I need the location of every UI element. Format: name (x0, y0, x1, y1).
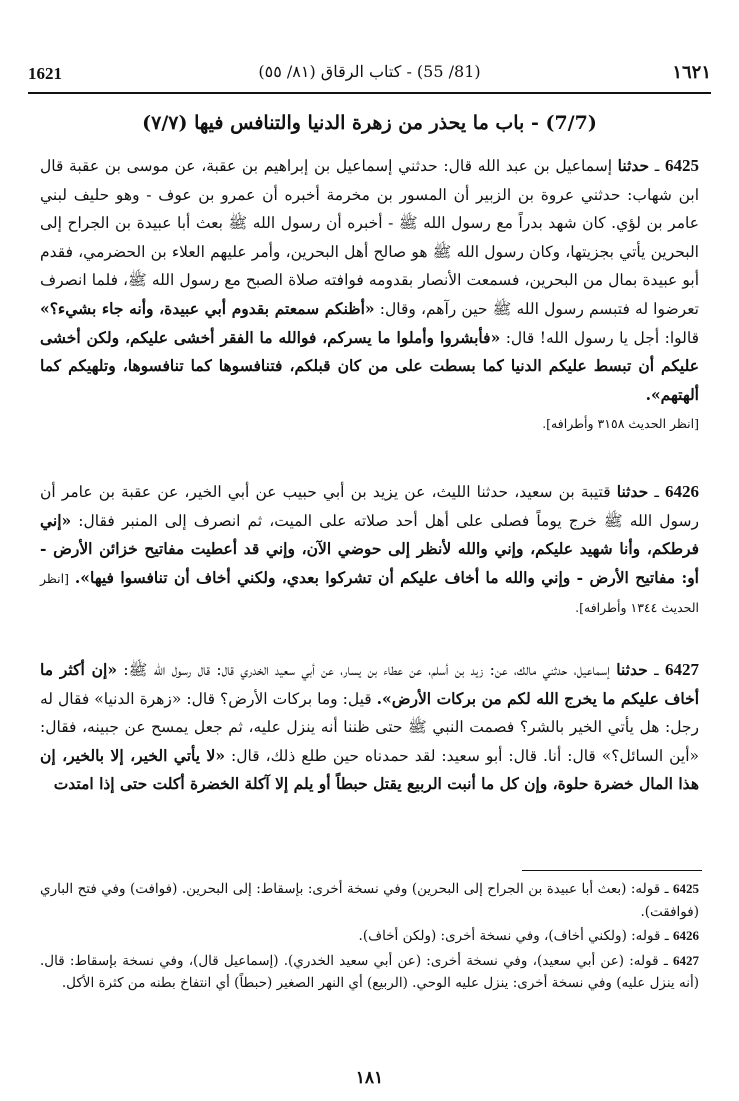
footnote-6426 (40, 925, 699, 948)
running-title: (81/ 55) - كتاب الرقاق (٨١/ ٥٥) (258, 62, 481, 81)
prophet-speech: «إن أكثر ما أخاف عليكم ما يخرج الله لكم من بركات الأرض». (40, 660, 699, 708)
footnote-6425 (40, 878, 699, 923)
hadith-reference: [انظر الحديث ١٣٤٤ وأطرافه]. (40, 570, 699, 616)
hadith-opening: حدثنا (616, 482, 649, 501)
footnote-divider (522, 870, 702, 871)
running-header (28, 56, 711, 90)
hadith-6427 (40, 656, 699, 799)
footnotes (40, 878, 699, 997)
hadith-opening: حدثنا (616, 660, 648, 679)
hadith-dash: ـ (649, 157, 665, 175)
page-number-footer: ١٨١ (355, 1068, 384, 1088)
chapter-heading: (7/7) - باب ما يحذر من زهرة الدنيا والتنافس فيها (٧/٧) (142, 112, 597, 134)
prophet-speech: «أظنكم سمعتم بقدوم أبي عبيدة، وأنه جاء بشيء؟» (40, 298, 375, 318)
hadith-opening: حدثنا (617, 156, 650, 175)
prophet-speech-2: «فأبشروا وأملوا ما يسركم، فوالله ما الفقر أخشى عليكم، ولكن أخشى عليكم أن تبسط عليكم الدنيا كما بسطت على من كان قبلكم، فتنافسوها كما تنافسوها، وتلهيكم كما ألهتهم». (40, 327, 699, 404)
hadith-narration: إسماعيل بن عبد الله قال: حدثني إسماعيل بن إبراهيم بن عقبة، عن موسى بن عقبة قال ابن شهاب: حدثني عروة بن الزبير أن المسور بن مخرمة أخبره أن عمرو بن عوف - وهو حليف لبني عامر بن لؤي. كان شهد بدراً مع رسول الله ﷺ - أخبره أن رسول الله ﷺ بعث أبا عبيدة بن الجراح إلى البحرين يأتي بجزيتها، وكان رسول الله ﷺ هو صالح أهل البحرين، وأمر عليهم العلاء بن الحضرمي، فقدم أبو عبيدة بمال من البحرين، فسمعت الأنصار بقدومه فوافته صلاة الصبح مع رسول الله ﷺ، فلما انصرف تعرضوا له فتبسم رسول الله ﷺ حين رآهم، وقال: (40, 157, 699, 318)
hadith-number: 6427 (665, 660, 700, 679)
footnote-number: 6427 (673, 952, 699, 968)
hadith-6425 (40, 152, 699, 439)
hadith-narration-middle: قالوا: أجل يا رسول الله! قال: (500, 328, 699, 347)
hadith-number: 6426 (665, 482, 699, 501)
footnote-number: 6426 (673, 928, 699, 943)
footnote-text: ـ قوله: (ولكني أخاف)، وفي نسخة أخرى: (ولكن أخاف). (358, 928, 673, 944)
hadith-narration: إسماعيل، حدثني مالك، عن: زيد بن أسلم، عن عطاء بن يسار، عن أبي سعيد الخدري قال: قال رسول الله ﷺ: (117, 661, 617, 679)
page-number-arabic: ١٦٢١ (672, 62, 711, 83)
hadith-number: 6425 (665, 156, 699, 175)
footnote-6427 (40, 950, 699, 995)
hadith-dash: ـ (648, 483, 665, 501)
hadith-narration-middle: قيل: وما بركات الأرض؟ قال: «زهرة الدنيا» فقال له رجل: هل يأتي الخير بالشر؟ فصمت النبي ﷺ حتى ظننا أنه ينزل عليه، ثم جعل يمسح عن جبينه، فقال: «أين السائل؟» قال: أنا. قال: أبو سعيد: لقد حمدناه حين طلع ذلك، قال: (40, 689, 699, 765)
footnote-number: 6425 (673, 881, 699, 896)
header-divider (28, 92, 711, 94)
footnote-text: ـ قوله: (عن أبي سعيد)، وفي نسخة أخرى: (عن أبي سعيد الخدري). (إسماعيل قال)، وفي نسخة بإسقاط: قال. (أنه ينزل عليه) وفي نسخة أخرى: ينزل عليه الوحي. (الربيع) أي النهر الصغير (حبطاً) أي انتفاخ بطنه من كثرة الأكل. (40, 952, 699, 991)
prophet-speech: «إني فرطكم، وأنا شهيد عليكم، وإني والله لأنظر إلى حوضي الآن، وإني قد أعطيت مفاتيح خزائن الأرض - أو: مفاتيح الأرض - وإني والله ما أخاف عليكم أن تشركوا بعدي، ولكني أخاف أن تنافسوا فيها». (40, 510, 699, 587)
hadith-dash: ـ (647, 661, 666, 679)
prophet-speech-2: «لا يأتي الخير، إلا بالخير، إن هذا المال خضرة حلوة، وإن كل ما أنبت الربيع يقتل حبطاً أو يلم إلا آكلة الخضرة أكلت حتى إذا امتدت (40, 745, 699, 794)
page-number-latin: 1621 (28, 64, 62, 83)
hadith-6426 (40, 478, 699, 623)
hadith-narration: قتيبة بن سعيد، حدثنا الليث، عن يزيد بن أبي حبيب عن أبي الخير، عن عقبة بن عامر أن رسول الله ﷺ خرج يوماً فصلى على أهل أحد صلاته على الميت، ثم انصرف إلى المنبر فقال: (40, 483, 699, 530)
hadith-reference: [انظر الحديث ٣١٥٨ وأطرافه]. (542, 416, 699, 432)
footnote-text: ـ قوله: (بعث أبا عبيدة بن الجراح إلى البحرين) وفي نسخة أخرى: بإسقاط: إلى البحرين. (فوافت) وفي فتح الباري (فوافقت). (40, 881, 699, 920)
